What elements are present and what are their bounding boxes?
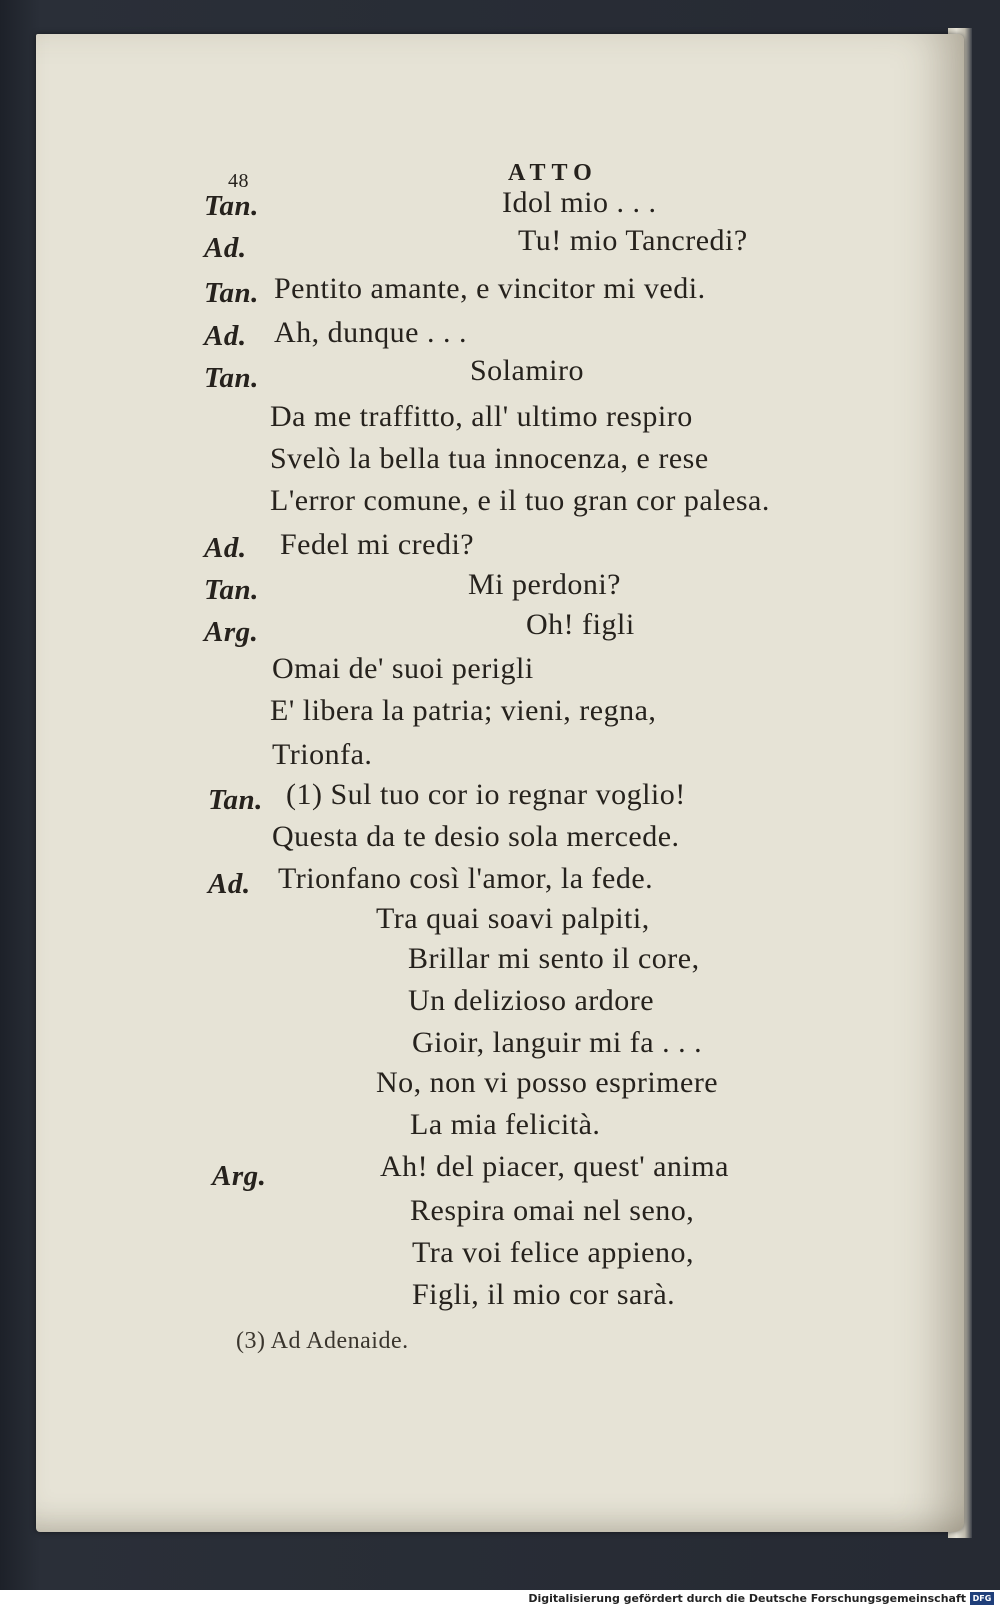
verse-line: Gioir, languir mi fa . . .: [412, 1026, 703, 1059]
verse-line: Trionfa.: [272, 738, 373, 771]
verse-line: Solamiro: [470, 354, 584, 387]
speaker-label: Ad.: [204, 320, 247, 352]
verse-line: Mi perdoni?: [468, 568, 621, 601]
verse-line: Figli, il mio cor sarà.: [412, 1278, 676, 1311]
dfg-logo: DFG: [970, 1592, 994, 1605]
speaker-label: Tan.: [204, 190, 259, 222]
verse-line: Tu! mio Tancredi?: [518, 224, 748, 257]
verse-line: La mia felicità.: [410, 1108, 601, 1141]
verse-line: L'error comune, e il tuo gran cor palesa.: [270, 484, 770, 517]
speaker-label: Ad.: [204, 532, 247, 564]
footer-credit: Digitalisierung gefördert durch die Deutsche Forschungsgemeinschaft: [528, 1592, 966, 1605]
verse-line: Omai de' suoi perigli: [272, 652, 534, 685]
speaker-label: Ad.: [204, 232, 247, 264]
page-header-title: ATTO: [508, 160, 598, 186]
speaker-label: Arg.: [204, 616, 259, 648]
verse-line: Trionfano così l'amor, la fede.: [278, 862, 654, 895]
verse-line: Ah, dunque . . .: [274, 316, 467, 349]
verse-line: Ah! del piacer, quest' anima: [380, 1150, 729, 1183]
verse-line: (1) Sul tuo cor io regnar voglio!: [286, 778, 686, 811]
speaker-label: Tan.: [204, 362, 259, 394]
book-page: [36, 34, 964, 1532]
speaker-label: Tan.: [204, 277, 259, 309]
speaker-label: Tan.: [208, 784, 263, 816]
verse-line: Da me traffitto, all' ultimo respiro: [270, 400, 693, 433]
verse-line: Idol mio . . .: [502, 186, 657, 219]
speaker-label: Arg.: [212, 1160, 267, 1192]
verse-line: Pentito amante, e vincitor mi vedi.: [274, 272, 706, 305]
verse-line: No, non vi posso esprimere: [376, 1066, 719, 1099]
verse-line: Fedel mi credi?: [280, 528, 475, 561]
speaker-label: Tan.: [204, 574, 259, 606]
verse-line: Questa da te desio sola mercede.: [272, 820, 680, 853]
verse-line: Tra quai soavi palpiti,: [376, 902, 650, 935]
verse-line: Oh! figli: [526, 608, 635, 641]
verse-line: Brillar mi sento il core,: [408, 942, 700, 975]
footnote: (3) Ad Adenaide.: [236, 1328, 409, 1354]
verse-line: E' libera la patria; vieni, regna,: [270, 694, 657, 727]
verse-line: Respira omai nel seno,: [410, 1194, 695, 1227]
verse-line: Svelò la bella tua innocenza, e rese: [270, 442, 709, 475]
page-number: 48: [228, 170, 249, 192]
verse-line: Un delizioso ardore: [408, 984, 655, 1017]
speaker-label: Ad.: [208, 868, 251, 900]
digitization-footer: [0, 1590, 1000, 1608]
verse-line: Tra voi felice appieno,: [412, 1236, 694, 1269]
